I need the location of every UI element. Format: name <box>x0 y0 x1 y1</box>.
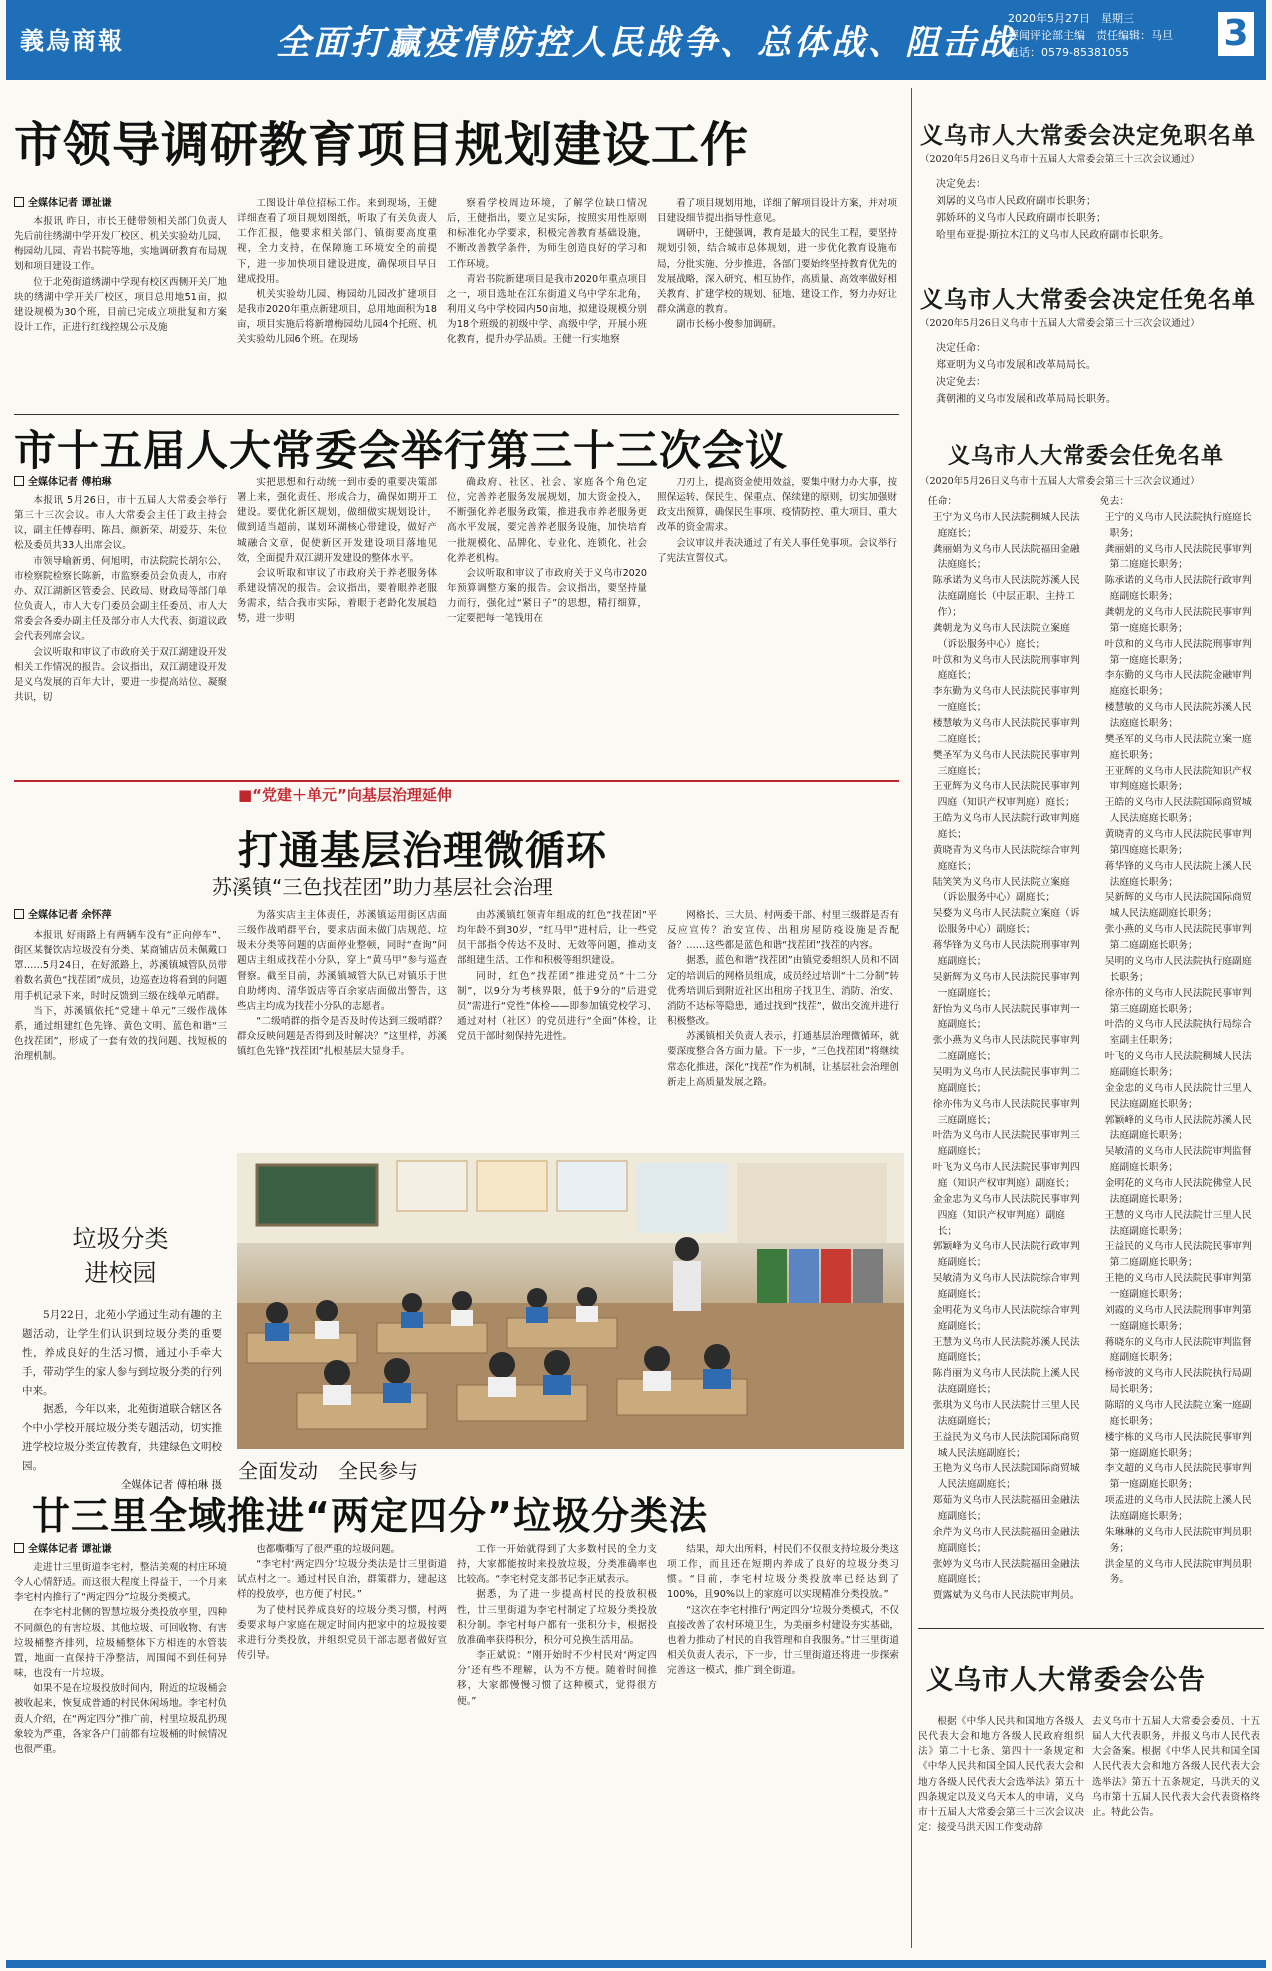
appoint-item: 张琪为义乌市人民法院廿三里人民法庭副庭长； <box>932 1399 1080 1427</box>
article2-col1: 本报讯 5月26日，市十五届人大常委会举行第三十三次会议。市人大常委会主任丁政主持会议，副主任傅春明、陈昌、颜新荣、胡爱芬、朱位松及委员共33人出席会议。 市领导喻新勇、何旭明，市法院院长胡尔公、市检察院检察长陈新，市监察委员会负责人，市府办、双江湖新区管委会、民政局、财政局等部门单位负责人，市人大专门委员会副主任委员、市人大常委会各委办副主任及部分市人大代表、街道议政会代表列席会议。 会议听取和审议了市政府关于双江湖建设开发相关工作情况的报告。会议指出，双江湖建设开发是义乌发展的百年大计，要进一步提高站位、凝聚共识，切 <box>14 495 227 704</box>
remove-item: 郭颖峰的义乌市人民法院苏溪人民法庭副庭长职务； <box>1104 1114 1252 1142</box>
article2-col4: 刀刃上，提高资金使用效益，要集中财力办大事，按照保运转、保民生、保重点、保续建的原则，切实加强财政支出预算，确保民生事项、疫情防控、重大项目、重大改革的资金需求。 会议审议并表决通过了有关人事任免事项。会议举行了宪法宣誓仪式。 <box>657 477 897 564</box>
article3-col4: 网格长、三大员、村两委干部、村里三级群是否有反应宣传？治安宣传、出租房屋防疫设施是否配备？……这些都是蓝色和谐“找茬团”找茬的内容。 据悉，蓝色和谐“找茬团”由镇党委组织人员和不固定的培训后的网格员组成，成员经过培训“十二分制”转优秀培训后到附近社区出租房子找卫生、消防、治安、消防不达标等隐患，通过找到“找茬”，做出交流并进行积极整改。 苏溪镇相关负责人表示，打通基层治理微循环，就要深度整合各方面力量。下一步，“三色找茬团”将继续常态化推进，深化“找茬”作为机制，让基层社会治理创新走上高质量发展之路。 <box>667 910 899 1088</box>
appoint-item: 郑茹为义乌市人民法院福田金融法庭副庭长； <box>932 1495 1080 1522</box>
remove-item: 叶飞的义乌市人民法院稠城人民法庭副庭长职务； <box>1104 1051 1252 1078</box>
appoint-item: 张小燕为义乌市人民法院民事审判二庭副庭长； <box>932 1035 1080 1063</box>
remove-item: 陈昭的义乌市人民法院立案一庭副庭长职务； <box>1104 1399 1252 1427</box>
sidebar4-title: 义乌市人大常委会公告 <box>926 1665 1206 1696</box>
article4-col2: 也都嘶嘶写了很严重的垃圾问题。 “李宅村‘两定四分’垃圾分类法是廿三里街道试点村之一。通过村民自治，群策群力，建起这样的投放亭，也方便了村民。” 为了使村民养成良好的垃圾分类习惯，村两委要求每户家庭在规定时间内把家中的垃圾按要求进行分类投放，并组织党员干部志愿者做好宣传引导。 <box>237 1544 447 1662</box>
masthead-slogan: 全面打赢疫情防控人民战争、总体战、阻击战 <box>276 23 1016 63</box>
article4-col3: 工作一开始就得到了大多数村民的全力支持，大家都能按时来投放垃圾，分类准确率也比较高。“李宅村党支部书记李正斌表示。 据悉，为了进一步提高村民的投放积极性，廿三里街道为李宅村制定了垃圾分类投放积分制。李宅村每户都有一张积分卡，根据投放准确率获得积分，积分可兑换生活用品。 李正斌说：“刚开始时不少村民对‘两定四分’还有些不理解，认为不方便。随着时间推移，大家都慢慢习惯了这种模式，觉得很方便。” <box>457 1544 657 1707</box>
sidebar1-subtitle: （2020年5月26日义乌市十五届人大常委会第三十三次会议通过） <box>920 154 1200 165</box>
remove-item: 王亚辉的义乌市人民法院知识产权审判庭庭长职务； <box>1104 765 1252 793</box>
remove-item: 李文超的义乌市人民法院民事审判第一庭副庭长职务； <box>1104 1463 1252 1491</box>
remove-item: 徐亦伟的义乌市人民法院民事审判第三庭副庭长职务； <box>1104 987 1252 1015</box>
remove-item: 朱琳琳的义乌市人民法院审判员职务； <box>1104 1526 1252 1554</box>
appoint-item: 舒怡为义乌市人民法院民事审判一庭副庭长； <box>932 1003 1080 1031</box>
remove-item: 楼宇栋的义乌市人民法院民事审判第一庭副庭长职务； <box>1104 1431 1252 1459</box>
appoint-item: 楼慧敏为义乌市人民法院民事审判二庭庭长； <box>932 718 1080 745</box>
sidebar1-list: 决定免去： 刘孱的义乌市人民政府副市长职务； 郭娇环的义乌市人民政府副市长职务； 哈里布亚提·斯拉木江的义乌市人民政府副市长职务。 <box>936 179 1170 241</box>
remove-item: 王皓的义乌市人民法院国际商贸城人民法庭庭长职务； <box>1104 797 1252 825</box>
sidebar3-title: 义乌市人大常委会任免名单 <box>948 444 1225 469</box>
appoint-item: 龚丽娟为义乌市人民法院福田金融法庭庭长； <box>932 543 1080 571</box>
remove-item: 蒋华锋的义乌市人民法院上溪人民法庭庭长职务； <box>1104 860 1252 888</box>
remove-item: 吴敏清的义乌市人民法院审判监督庭副庭长职务； <box>1104 1146 1252 1174</box>
appoint-item: 叶浩为义乌市人民法院民事审判三庭副庭长； <box>932 1130 1080 1158</box>
remove-item: 刘霞的义乌市人民法院刑事审判第一庭副庭长职务； <box>1104 1304 1252 1332</box>
classroom-illustration <box>237 1153 904 1449</box>
section-tag: ■“党建＋单元”向基层治理延伸 <box>238 786 452 804</box>
masthead-info <box>1008 10 1208 61</box>
appoint-item: 王益民为义乌市人民法院国际商贸城人民法庭副庭长； <box>932 1431 1080 1459</box>
appoint-item: 金金忠为义乌市人民法院民事审判四庭（知识产权审判庭）副庭长； <box>932 1193 1080 1237</box>
remove-item: 吴明的义乌市人民法院执行庭副庭长职务； <box>1104 955 1252 983</box>
remove-item: 王宁的义乌市人民法院执行庭庭长职务； <box>1104 511 1252 539</box>
article1-headline: 市领导调研教育项目规划建设工作 <box>14 117 750 173</box>
appoint-item: 樊圣军为义乌市人民法院民事审判三庭庭长； <box>932 749 1080 777</box>
sidebar-divider <box>911 88 912 1948</box>
appoint-item: 黄晓青为义乌市人民法院综合审判庭庭长； <box>932 844 1080 872</box>
article4-col1: 走进廿三里街道李宅村，整洁美观的村庄环境令人心情舒适。而这很大程度上得益于，一个月来李宅村内推行了“两定四分”垃圾分类模式。 在李宅村北侧的智慧垃圾分类投放亭里，四种不同颜色的有害垃圾、其他垃圾、可回收物、有害垃圾桶整齐排列，垃圾桶整体下方相连的水管装置，地面一直保持干净整洁，周围闻不到任何异味，也没有一片垃圾。 如果不是在垃圾投放时间内，附近的垃圾桶会被收起来，恢复成普通的村民休闲场地。李宅村负责人介绍，在“两定四分”推广前，村里垃圾乱扔现象较为严重，各家各户门前都有垃圾桶的时候情况也很严重。 <box>14 1562 227 1755</box>
desk-phone: 电话：0579-85381055 <box>1008 46 1129 59</box>
article2-col2: 实把思想和行动统一到市委的重要决策部署上来，强化责任、形成合力，确保如期开工建设。要优化新区规划，做细做实规划设计，做到适当超前，谋划环湖核心带建设，做好产城融合文章，促使新区开发建设项目落地见效，全面提升双江湖开发建设的整体水平。 会议听取和审议了市政府关于养老服务体系建设情况的报告。会议指出，要着眼养老服务需求，结合我市实际，着眼于老龄化发展趋势，进一步明 <box>237 477 437 625</box>
sidebar1-title: 义乌市人大常委会决定免职名单 <box>920 123 1256 149</box>
article4-byline: 全媒体记者 谭祉谦 <box>14 1542 111 1558</box>
section-divider <box>14 780 899 782</box>
remove-item: 洪金星的义乌市人民法院审判员职务。 <box>1104 1558 1252 1586</box>
appoint-item: 龚朝龙为义乌市人民法院立案庭（诉讼服务中心）庭长； <box>932 622 1070 650</box>
appoint-item: 叶苡和为义乌市人民法院刑事审判庭庭长； <box>932 654 1080 682</box>
remove-item: 金金忠的义乌市人民法院廿三里人民法庭副庭长职务； <box>1104 1082 1252 1110</box>
appoint-item: 王皓为义乌市人民法院行政审判庭庭长； <box>932 813 1080 841</box>
remove-item: 叶苡和的义乌市人民法院刑事审判第一庭庭长职务； <box>1104 638 1252 666</box>
appoint-item: 王慧为义乌市人民法院苏溪人民法庭副庭长； <box>932 1336 1080 1364</box>
page-number: 3 <box>1218 12 1254 56</box>
article3-col2: 为落实店主主体责任，苏溪镇运用街区店面三级作战哨群平台，要求店面未做门店规范、垃圾未分类等问题的店面停业整顿，同时“查询”问题店主组成找茬小分队，穿上“黄马甲”参与巡查督察。截至目前，苏溪镇城管大队已对镇乐于世自助烤肉、清华饭店等百余家店面做出警告，这些店主均成为找茬小分队的志愿者。 “二级哨群的指令是否及时传达到三级哨群？群众反映问题是否得到及时解决？”这里样，苏溪镇红色先锋“找茬团”扎根基层大显身手。 <box>237 910 447 1058</box>
appoint-item: 郭颖峰为义乌市人民法院行政审判庭副庭长； <box>932 1241 1080 1269</box>
remove-item: 黄晓青的义乌市人民法院民事审判第四庭庭长职务； <box>1104 829 1252 856</box>
appoint-item: 吴敏清为义乌市人民法院综合审判庭副庭长； <box>932 1273 1080 1300</box>
appoint-item: 金明花为义乌市人民法院综合审判庭副庭长； <box>932 1304 1080 1332</box>
remove-item: 陈承诺的义乌市人民法院行政审判庭副庭长职务； <box>1104 575 1252 603</box>
remove-item: 李东勤的义乌市人民法院金融审判庭庭长职务； <box>1104 670 1252 698</box>
remove-item: 吴新辉的义乌市人民法院国际商贸城人民法庭副庭长职务； <box>1104 892 1252 920</box>
article4-headline: 廿三里全域推进“两定四分”垃圾分类法 <box>32 1494 708 1538</box>
masthead-banner <box>6 0 1266 80</box>
remove-item: 张小燕的义乌市人民法院民事审判第二庭副庭长职务； <box>1104 924 1252 952</box>
article2-byline: 全媒体记者 傅柏琳 <box>14 475 111 491</box>
sidebar2-subtitle: （2020年5月26日义乌市十五届人大常委会第三十三次会议通过） <box>920 318 1200 329</box>
appoint-item: 李东勤为义乌市人民法院民事审判一庭庭长； <box>932 686 1080 714</box>
appoint-item: 吴明为义乌市人民法院民事审判二庭副庭长； <box>932 1066 1080 1094</box>
appoint-item: 吴婺为义乌市人民法院立案庭（诉讼服务中心）副庭长； <box>932 908 1080 936</box>
remove-item: 王慧的义乌市人民法院廿三里人民法庭副庭长职务； <box>1104 1209 1252 1237</box>
article-divider <box>14 414 899 415</box>
article2-headline: 市十五届人大常委会举行第三十三次会议 <box>14 426 789 475</box>
appoint-item: 贾露斌为义乌市人民法院审判员。 <box>932 1590 1080 1602</box>
sidebar4-col1: 根据《中华人民共和国地方各级人民代表大会和地方各级人民政府组织法》第二十七条、第四十一条规定和《中华人民共和国全国人民代表大会和地方各级人民代表大会选举法》第五十四条规定以及义乌天本人的申请，义乌市十五届人大常委会第三十三次会议决定：接受马洪天因工作变动辞 <box>918 1716 1084 1834</box>
remove-item: 王益民的义乌市人民法院民事审判第二庭副庭长职务； <box>1104 1241 1252 1269</box>
remove-item: 龚丽娟的义乌市人民法院民事审判第二庭庭长职务； <box>1104 543 1252 571</box>
classroom-photo <box>237 1153 904 1449</box>
article1-col2: 工图设计单位招标工作。来到现场，王健详细查看了项目规划图纸，听取了有关负责人工作汇报，他要求相关部门、镇街要高度重视，全力支持，在保障施工环境安全的前提下，进一步加快项目建设进度，确保项目早日建成投用。 机关实验幼儿园、梅园幼儿园改扩建项目是我市2020年重点新建项目，总用地面积为18亩，项目实施后将新增梅园幼儿园4个托班、机关实验幼儿园6个班。在现场 <box>237 198 437 346</box>
article4-col4: 结果，却大出所料，村民们不仅很支持垃圾分类这项工作，而且还在短期内养成了良好的垃圾分类习惯。“目前，李宅村垃圾分类投放率已经达到了100%，且90%以上的家庭可以实现精准分类投放。” “这次在李宅村推行‘两定四分’垃圾分类模式，不仅直接改善了农村环境卫生，为美丽乡村建设夯实基础，也着力推动了村民的自我管理和自我服务。”廿三里街道相关负责人表示，下一步，廿三里街道还将进一步探索完善这一模式，推广到全街道。 <box>667 1544 899 1677</box>
appoint-item: 陈承诺为义乌市人民法院苏溪人民法庭副庭长（中层正职、主持工作）； <box>932 575 1080 619</box>
appoint-item: 王亚辉为义乌市人民法院民事审判四庭（知识产权审判庭）庭长； <box>932 781 1080 809</box>
photo-caption: 5月22日，北苑小学通过生动有趣的主题活动，让学生们认识到垃圾分类的重要性，养成良好的生活习惯，通过小手牵大手，带动学生的家人参与到垃圾分类的行列中来。 据悉，今年以来，北苑街道联合辖区各个中小学校开展垃圾分类专题活动，切实推进学校垃圾分类宣传教育，共建绿色文明校园。 全媒体记者 傅柏琳 摄 <box>22 1309 222 1492</box>
sidebar4-col2: 去义乌市十五届人大常委会委员、十五届人大代表职务，并报义乌市人民代表大会备案。根据《中华人民共和国全国人民代表大会和地方各级人民代表大会选举法》第五十五条规定，马洪天的义乌市第十五届人民代表大会代表资格终止。特此公告。 <box>1092 1716 1260 1818</box>
sidebar3-appoint-list: 任命： 王宁为义乌市人民法院稠城人民法庭庭长； 龚丽娟为义乌市人民法院福田金融法庭庭长； 陈承诺为义乌市人民法院苏溪人民法庭副庭长（中层正职、主持工作）； 龚朝龙为义乌市人民法院立案庭（诉讼服务中心）庭长； 叶苡和为义乌市人民法院刑事审判庭庭长； 李东勤为义乌市人民法院民事审判一庭庭长； 楼慧敏为义乌市人民法院民事审判二庭庭长； 樊圣军为义乌市人民法院民事审判三庭庭长； 王亚辉为义乌市人民法院民事审判四庭（知识产权审判庭）庭长； 王皓为义乌市人民法院行政审判庭庭长； 黄晓青为义乌市人民法院综合审判庭庭长； 陆笑笑为义乌市人民法院立案庭（诉讼服务中心）副庭长； 吴婺为义乌市人民法院立案庭（诉讼服务中心）副庭长； 蒋华锋为义乌市人民法院刑事审判庭副庭长； 吴新辉为义乌市人民法院民事审判一庭副庭长； 舒怡为义乌市人民法院民事审判一庭副庭长； 张小燕为义乌市人民法院民事审判二庭副庭长； 吴明为义乌市人民法院民事审判二庭副庭长； 徐亦伟为义乌市人民法院民事审判三庭副庭长； 叶浩为义乌市人民法院民事审判三庭副庭长； 叶飞为义乌市人民法院民事审判四庭（知识产权审判庭）副庭长； 金金忠为义乌市人民法院民事审判四庭（知识产权审判庭）副庭长； 郭颖峰为义乌市人民法院行政审判庭副庭长； 吴敏清为义乌市人民法院综合审判庭副庭长； 金明花为义乌市人民法院综合审判庭副庭长； 王慧为义乌市人民法院苏溪人民法庭副庭长； 陈肖丽为义乌市人民法院上溪人民法庭副庭长； 张琪为义乌市人民法院廿三里人民法庭副庭长； 王益民为义乌市人民法院国际商贸城人民法庭副庭长； 王艳为义乌市人民法院国际商贸城人民法庭副庭长； 郑茹为义乌市人民法院福田金融法庭副庭长； 余芹为义乌市人民法院福田金融法庭副庭长； 张婷为义乌市人民法院福田金融法庭副庭长； 贾露斌为义乌市人民法院审判员。 <box>918 494 1084 1626</box>
photo-caption-title: 垃圾分类 进校园 <box>72 1225 169 1287</box>
remove-item: 楼慧敏的义乌市人民法院苏溪人民法庭庭长职务； <box>1104 702 1252 730</box>
article1-col3: 察看学校周边环境，了解学位缺口情况后，王健指出，要立足实际，按照实用性原则和标准化办学要求，积极完善教育基础设施，不断改善教学条件，为师生创造良好的学习和工作环境。 青岩书院新建项目是我市2020年重点项目之一，项目选址在江东街道义乌中学东北角，利用义乌中学校园内50亩地，拟建设规模分别为18个班级的初级中学、高级中学，开展小班化教育，提升办学品质。王健一行实地察 <box>447 198 647 346</box>
appoint-item: 余芹为义乌市人民法院福田金融法庭副庭长； <box>932 1526 1080 1554</box>
remove-item: 金明花的义乌市人民法院佛堂人民法庭副庭长职务； <box>1104 1177 1252 1205</box>
appoint-item: 王艳为义乌市人民法院国际商贸城人民法庭副庭长； <box>932 1463 1080 1491</box>
article1-col1: 本报讯 昨日，市长王健带领相关部门负责人先后前往绣湖中学开发厂校区、机关实验幼儿园、梅园幼儿园、青岩书院等地，实地调研教育布局规划和项目建设工作。 位于北苑街道绣湖中学现有校区西侧开关厂地块的绣湖中学开关厂校区，项目总用地51亩，拟建设规模为30个班，目前已完成立项批复和方案设计工作，正进行红线控规公示及施 <box>14 216 227 334</box>
article2-col3: 确政府、社区、社会、家庭各个角色定位，完善养老服务发展规划，加大资金投入，不断强化养老服务政策，推进我市养老服务更高水平发展，要完善养老服务设施，加快培育一批规模化、品牌化、专业化、连锁化、社会化养老机构。 会议听取和审议了市政府关于义乌市2020年预算调整方案的报告。会议指出，要坚持量力而行，强化过“紧日子”的思想，精打细算，一定要把每一笔钱用在 <box>447 477 647 625</box>
article3-col3: 由苏溪镇红领青年组成的红色“找茬团”平均年龄不到30岁，“红马甲”进村后，让一些党员干部指令传达不及时、无效等问题，推动支部组建生活、工作和积极等组织建设。 同时，红色“找茬团”推进党员“十二分制”，以9分为考核界限，低于9分的“后进党员”需进行“党性”体检——即参加镇党校学习、通过对村（社区）的党员进行“全面”体检，让党员干部时刻保持先进性。 <box>457 910 657 1043</box>
remove-item: 蒋晓东的义乌市人民法院审判监督庭副庭长职务； <box>1104 1336 1252 1364</box>
remove-item: 王艳的义乌市人民法院民事审判第一庭副庭长职务； <box>1104 1273 1252 1300</box>
bottom-bar <box>6 1960 1266 1968</box>
appoint-item: 张婷为义乌市人民法院福田金融法庭副庭长； <box>932 1558 1080 1586</box>
appoint-item: 蒋华锋为义乌市人民法院刑事审判庭副庭长； <box>932 940 1080 967</box>
sidebar2-title: 义乌市人大常委会决定任免名单 <box>920 287 1256 313</box>
appoint-item: 叶飞为义乌市人民法院民事审判四庭（知识产权审判庭）副庭长； <box>932 1162 1080 1189</box>
article3-col1: 本报讯 好雨路上有两辆车没有“正向停车”、街区某餐饮店垃圾没有分类、某商铺店员未佩戴口罩……5月24日，在好派路上，苏溪镇城管队员带着数名黄色“找茬团”成员，边巡查边将看到的问题用手机记录下来，时时反馈到三级在线单元哨群。 当下，苏溪镇依托“党建＋单元”三级作战体系，通过组建红色先锋、黄色文明、蓝色和谐“三色找茬团”，形成了一套有效的找问题、找短板的治理机制。 <box>14 930 227 1063</box>
appoint-item: 徐亦伟为义乌市人民法院民事审判三庭副庭长； <box>932 1098 1080 1126</box>
appoint-item: 吴新辉为义乌市人民法院民事审判一庭副庭长； <box>932 971 1080 999</box>
sidebar4-divider <box>918 1628 1264 1629</box>
article3-byline: 全媒体记者 余怀萍 <box>14 908 111 924</box>
newspaper-logo: 義烏商報 <box>20 26 124 55</box>
appoint-item: 王宁为义乌市人民法院稠城人民法庭庭长； <box>932 511 1080 539</box>
article1-col4: 看了项目规划用地，详细了解项目设计方案，并对项目建设细节提出指导性意见。 调研中，王健强调，教育是最大的民生工程，要坚持规划引领，结合城市总体规划，进一步优化教育设施布局，分批实施、分步推进，各部门要始终坚持教育优先的发展战略，深入研究、相互协作，高质量、高效率做好相关教育、扩建学校的规划、征地、建设工作，努力办好让群众满意的教育。 副市长杨小俊参加调研。 <box>657 198 897 331</box>
sidebar3-subtitle: （2020年5月26日义乌市十五届人大常委会第三十三次会议通过） <box>920 476 1200 487</box>
remove-item: 杨帝波的义乌市人民法院执行局副局长职务； <box>1104 1368 1252 1396</box>
remove-item: 叶浩的义乌市人民法院执行局综合室副主任职务； <box>1104 1019 1252 1047</box>
article4-kicker: 全面发动 全民参与 <box>238 1459 418 1483</box>
appoint-item: 陈肖丽为义乌市人民法院上溪人民法庭副庭长； <box>932 1368 1080 1396</box>
article1-byline: 全媒体记者 谭祉谦 <box>14 196 111 212</box>
desk-editors: 要闻评论部主编 责任编辑：马旦 <box>1008 29 1173 42</box>
remove-item: 项孟进的义乌市人民法院上溪人民法庭副庭长职务； <box>1104 1495 1252 1522</box>
sidebar3-remove-list: 免去： 王宁的义乌市人民法院执行庭庭长职务； 龚丽娟的义乌市人民法院民事审判第二庭庭长职务； 陈承诺的义乌市人民法院行政审判庭副庭长职务； 龚朝龙的义乌市人民法院民事审判第一庭庭长职务； 叶苡和的义乌市人民法院刑事审判第一庭庭长职务； 李东勤的义乌市人民法院金融审判庭庭长职务； 楼慧敏的义乌市人民法院苏溪人民法庭庭长职务； 樊圣军的义乌市人民法院立案一庭庭长职务； 王亚辉的义乌市人民法院知识产权审判庭庭长职务； 王皓的义乌市人民法院国际商贸城人民法庭庭长职务； 黄晓青的义乌市人民法院民事审判第四庭庭长职务； 蒋华锋的义乌市人民法院上溪人民法庭庭长职务； 吴新辉的义乌市人民法院国际商贸城人民法庭副庭长职务； 张小燕的义乌市人民法院民事审判第二庭副庭长职务； 吴明的义乌市人民法院执行庭副庭长职务； 徐亦伟的义乌市人民法院民事审判第三庭副庭长职务； 叶浩的义乌市人民法院执行局综合室副主任职务； 叶飞的义乌市人民法院稠城人民法庭副庭长职务； 金金忠的义乌市人民法院廿三里人民法庭副庭长职务； 郭颖峰的义乌市人民法院苏溪人民法庭副庭长职务； 吴敏清的义乌市人民法院审判监督庭副庭长职务； 金明花的义乌市人民法院佛堂人民法庭副庭长职务； 王慧的义乌市人民法院廿三里人民法庭副庭长职务； 王益民的义乌市人民法院民事审判第二庭副庭长职务； 王艳的义乌市人民法院民事审判第一庭副庭长职务； 刘霞的义乌市人民法院刑事审判第一庭副庭长职务； 蒋晓东的义乌市人民法院审判监督庭副庭长职务； 杨帝波的义乌市人民法院执行局副局长职务； 陈昭的义乌市人民法院立案一庭副庭长职务； 楼宇栋的义乌市人民法院民事审判第一庭副庭长职务； 李文超的义乌市人民法院民事审判第一庭副庭长职务； 项孟进的义乌市人民法院上溪人民法庭副庭长职务； 朱琳琳的义乌市人民法院审判员职务； 洪金星的义乌市人民法院审判员职务。 <box>1090 494 1260 1626</box>
sidebar2-list: 决定任命： 郑亚明为义乌市发展和改革局局长。 决定免去： 龚朝湘的义乌市发展和改革局局长职务。 <box>936 343 1116 405</box>
appoint-item: 陆笑笑为义乌市人民法院立案庭（诉讼服务中心）副庭长； <box>932 876 1070 904</box>
remove-item: 龚朝龙的义乌市人民法院民事审判第一庭庭长职务； <box>1104 607 1252 634</box>
issue-date: 2020年5月27日 星期三 <box>1008 12 1134 25</box>
article3-subhead: 苏溪镇“三色找茬团”助力基层社会治理 <box>212 875 553 899</box>
article3-headline: 打通基层治理微循环 <box>238 828 607 874</box>
remove-item: 樊圣军的义乌市人民法院立案一庭庭长职务； <box>1104 733 1252 761</box>
